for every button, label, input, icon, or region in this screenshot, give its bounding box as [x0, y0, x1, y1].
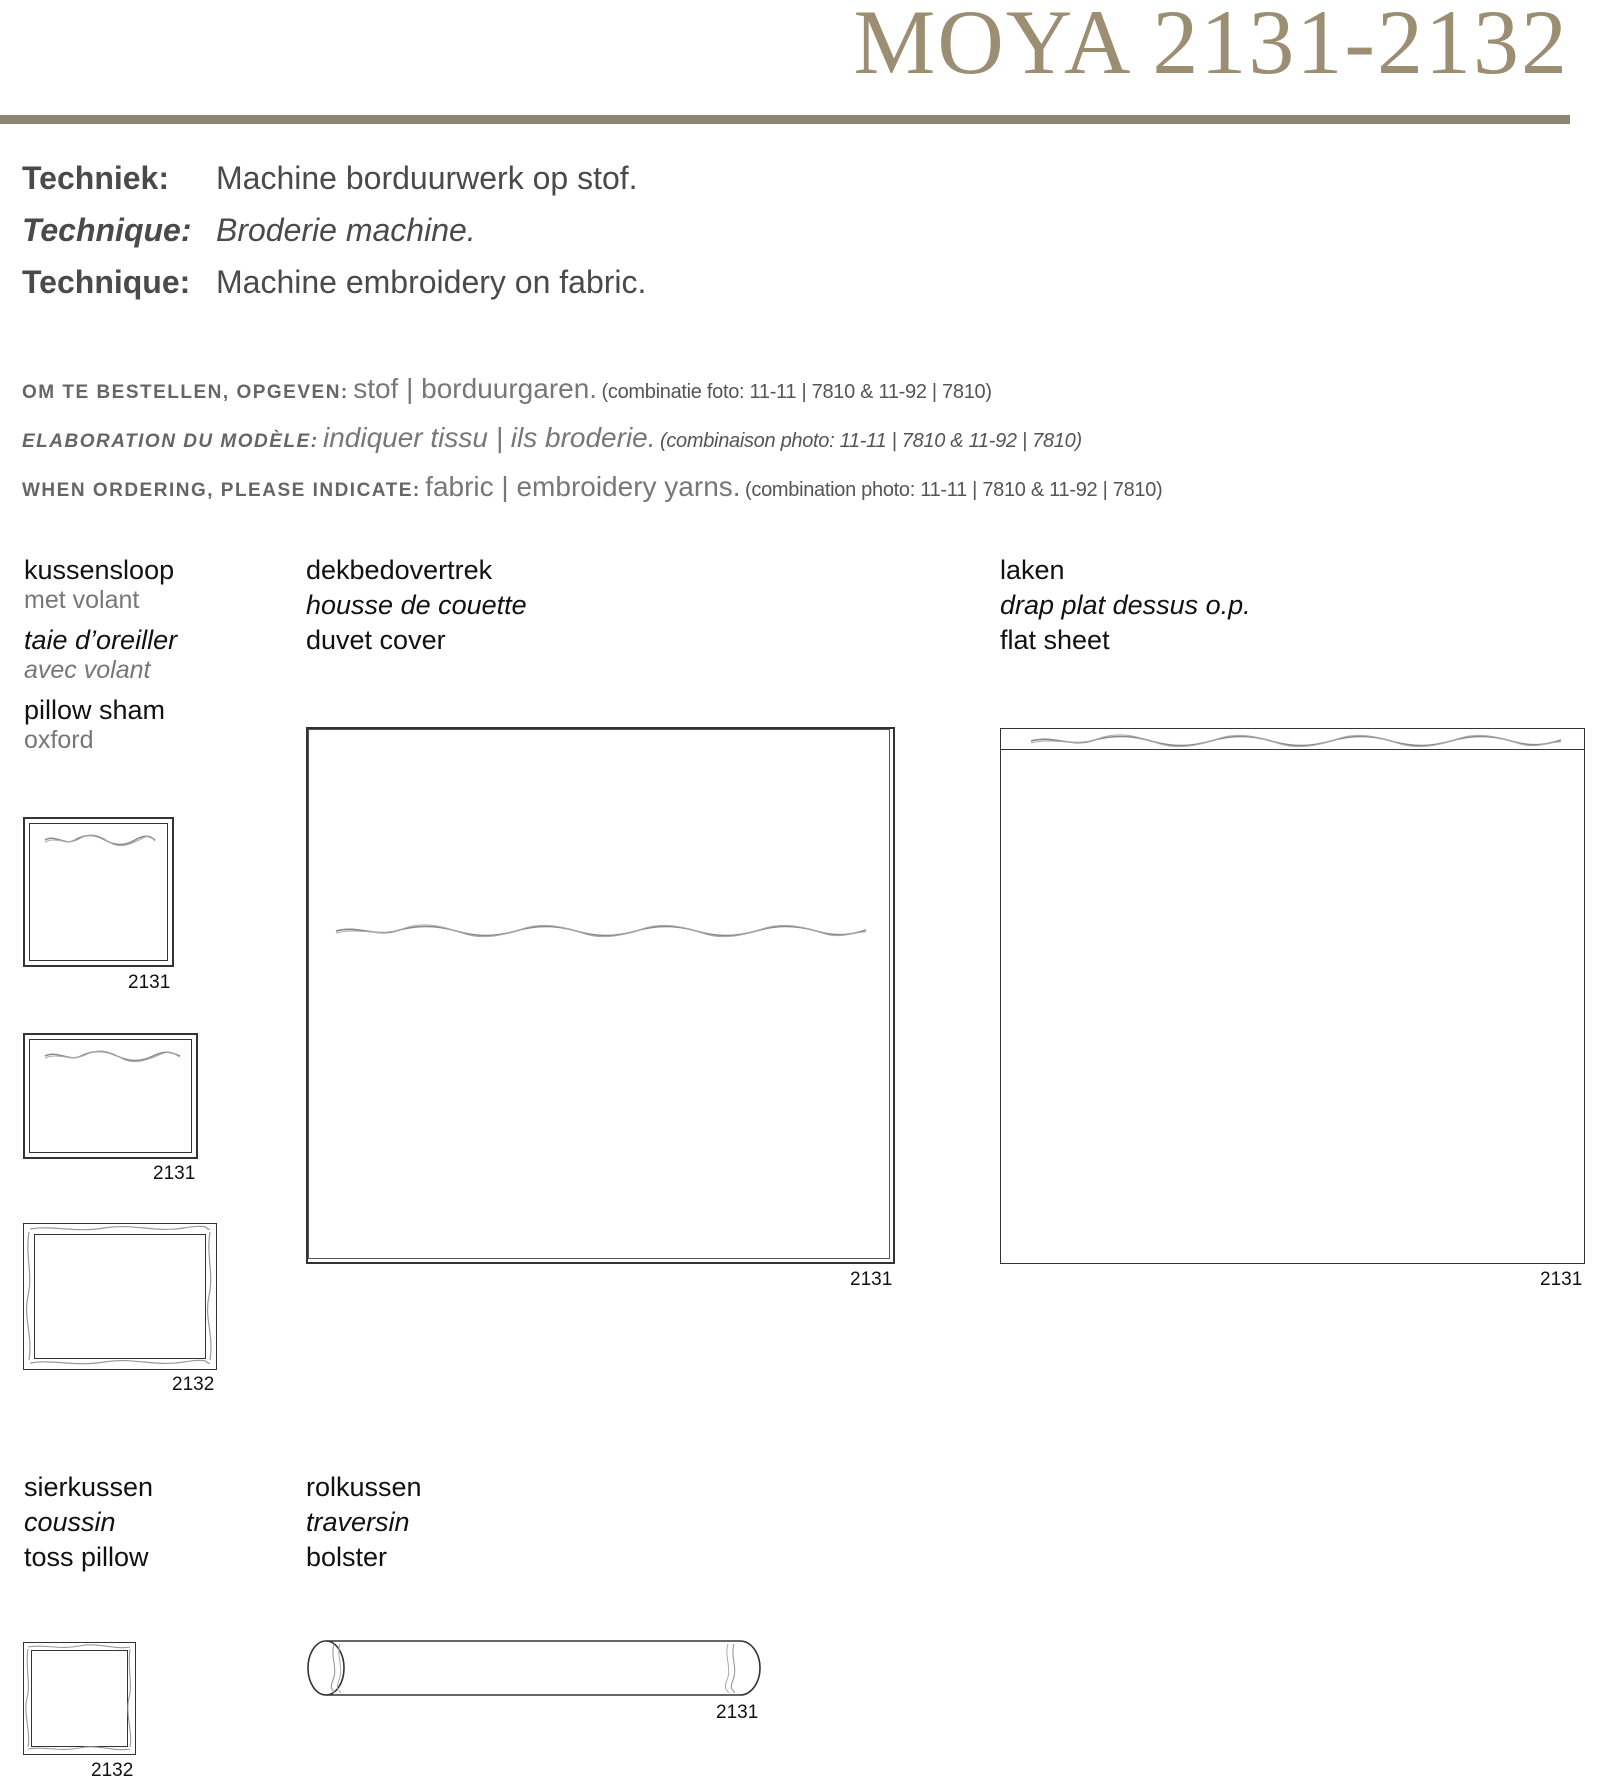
- product-code: 2131: [850, 1269, 893, 1290]
- bolster-en: bolster: [306, 1542, 388, 1572]
- pillowcase-label: [24, 553, 177, 753]
- ordering-value: fabric | embroidery yarns.: [425, 471, 741, 502]
- embroidery-frame-motif: [24, 1643, 134, 1753]
- embroidery-frame-motif: [24, 1224, 215, 1368]
- ordering-row-nl: [22, 371, 992, 407]
- pillowcase-nl: kussensloop: [24, 555, 175, 585]
- page-title: MOYA 2131-2132: [853, 0, 1569, 93]
- technique-label: Technique:: [22, 264, 191, 300]
- product-code: 2131: [153, 1163, 196, 1184]
- toss-fr: coussin: [24, 1507, 116, 1537]
- ordering-label: ELABORATION DU MODÈLE:: [22, 431, 319, 452]
- product-code: 2131: [128, 972, 171, 993]
- ordering-combo: (combinaison photo: 11-11 | 7810 & 11-92 | 7810): [659, 430, 1082, 452]
- sheet-en: flat sheet: [1000, 625, 1110, 655]
- embroidery-motif: [45, 1049, 180, 1063]
- sheet-nl: laken: [1000, 555, 1065, 585]
- ordering-label: OM TE BESTELLEN, OPGEVEN:: [22, 382, 349, 403]
- technique-value: Broderie machine.: [216, 212, 476, 248]
- bolster-drawing: [304, 1638, 764, 1698]
- pillowcase-en: pillow sham: [24, 695, 166, 725]
- pillowcase-fr: taie d’oreiller: [24, 625, 178, 655]
- pillowcase-nl-sub: met volant: [24, 586, 140, 614]
- title-divider: [0, 115, 1570, 124]
- duvet-label: [306, 553, 527, 658]
- ordering-row-fr: [22, 420, 1082, 456]
- ordering-combo: (combination photo: 11-11 | 7810 & 11-92 | 7810): [745, 479, 1163, 501]
- toss-en: toss pillow: [24, 1542, 149, 1572]
- duvet-drawing: [306, 727, 895, 1264]
- toss-drawing: [23, 1642, 136, 1755]
- ordering-label: WHEN ORDERING, PLEASE INDICATE:: [22, 480, 421, 501]
- product-code: 2131: [1540, 1269, 1583, 1290]
- sheet-label: [1000, 553, 1251, 658]
- product-code: 2132: [91, 1760, 134, 1781]
- duvet-en: duvet cover: [306, 625, 446, 655]
- sheet-hem-line: [1001, 749, 1584, 750]
- duvet-inner-border: [308, 729, 890, 1259]
- duvet-nl: dekbedovertrek: [306, 555, 493, 585]
- technique-value: Machine borduurwerk op stof.: [216, 160, 638, 196]
- pillowcase-fr-sub: avec volant: [24, 656, 151, 684]
- toss-label: [24, 1470, 153, 1575]
- pillowcase-en-sub: oxford: [24, 726, 94, 754]
- product-code: 2132: [172, 1374, 215, 1395]
- toss-nl: sierkussen: [24, 1472, 154, 1502]
- product-code: 2131: [716, 1702, 759, 1723]
- embroidery-motif: [336, 923, 866, 939]
- duvet-fr: housse de couette: [306, 590, 527, 620]
- bolster-fr: traversin: [306, 1507, 410, 1537]
- embroidery-motif: [45, 833, 155, 847]
- bolster-nl: rolkussen: [306, 1472, 422, 1502]
- ordering-combo: (combinatie foto: 11-11 | 7810 & 11-92 | 7810): [601, 381, 992, 403]
- pillowcase-drawing-3: [23, 1223, 217, 1370]
- pillowcase-drawing-2: [23, 1033, 198, 1159]
- sheet-drawing: [1000, 728, 1585, 1264]
- ordering-value: indiquer tissu | ils broderie.: [322, 422, 656, 453]
- technique-value: Machine embroidery on fabric.: [216, 264, 647, 300]
- ordering-value: stof | borduurgaren.: [353, 373, 598, 404]
- technique-label: Techniek:: [22, 160, 169, 196]
- bolster-label: [306, 1470, 422, 1575]
- technique-label: Technique:: [22, 212, 192, 248]
- sheet-fr: drap plat dessus o.p.: [1000, 590, 1251, 620]
- embroidery-motif: [1031, 733, 1561, 749]
- ordering-row-en: [22, 469, 1162, 505]
- pillowcase-drawing-1: [23, 817, 174, 967]
